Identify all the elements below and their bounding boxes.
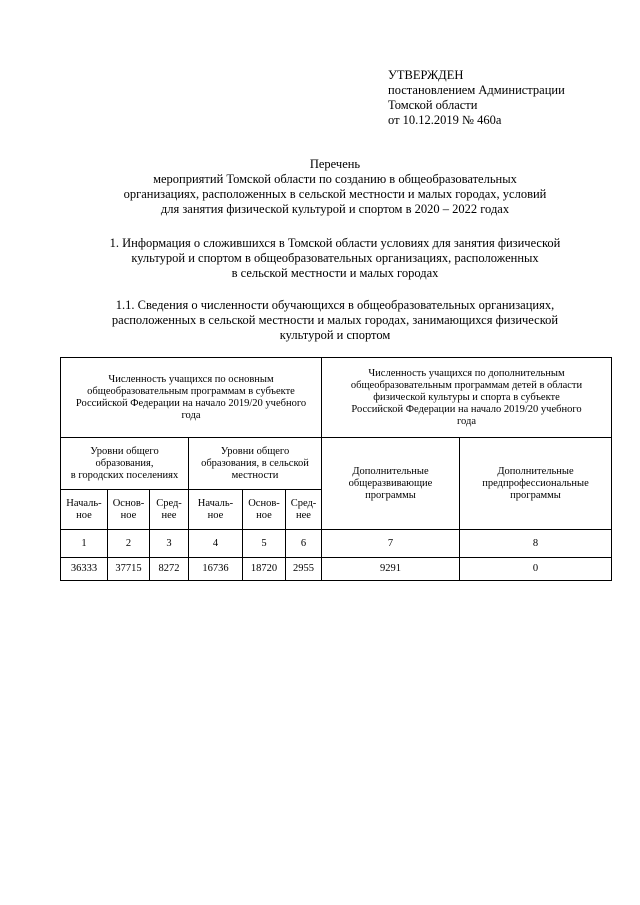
column-number: 1	[61, 530, 108, 558]
level-secondary-urban: Сред- нее	[150, 490, 189, 530]
level-primary-rural: Началь- ное	[189, 490, 243, 530]
column-number: 8	[460, 530, 612, 558]
rural-levels-header: Уровни общего образования, в сельской местности	[189, 438, 322, 490]
section-1-1-line: 1.1. Сведения о численности обучающихся в общеобразовательных организациях,	[115, 298, 555, 312]
approval-block	[388, 68, 565, 128]
value-cell: 0	[460, 558, 612, 581]
title-line: организациях, расположенных в сельской местности и малых городах, условий	[123, 187, 547, 201]
students-table	[60, 357, 612, 581]
value-cell: 16736	[189, 558, 243, 581]
approval-issuer: постановлением Администрации	[388, 83, 565, 97]
level-primary-urban: Началь- ное	[61, 490, 108, 530]
value-cell: 37715	[108, 558, 150, 581]
section-1-heading	[60, 236, 610, 281]
value-cell: 8272	[150, 558, 189, 581]
column-number: 3	[150, 530, 189, 558]
section-1-line: культурой и спортом в общеобразовательных организациях, расположенных	[131, 251, 539, 265]
column-number: 4	[189, 530, 243, 558]
approval-status: УТВЕРЖДЕН	[388, 68, 464, 82]
value-cell: 18720	[243, 558, 286, 581]
section-1-line: в сельской местности и малых городах	[231, 266, 439, 280]
value-cell: 2955	[286, 558, 322, 581]
document-title	[60, 157, 610, 217]
level-basic-urban: Основ- ное	[108, 490, 150, 530]
approval-date: от 10.12.2019 № 460а	[388, 113, 502, 127]
section-1-line: 1. Информация о сложившихся в Томской области условиях для занятия физической	[109, 236, 561, 250]
level-basic-rural: Основ- ное	[243, 490, 286, 530]
column-number: 7	[322, 530, 460, 558]
preprofessional-programs-header: Дополнительные предпрофессиональные программы	[460, 438, 612, 530]
section-1-1-line: расположенных в сельской местности и малых городах, занимающихся физической	[111, 313, 559, 327]
approval-region: Томской области	[388, 98, 478, 112]
value-cell: 9291	[322, 558, 460, 581]
section-1-1-heading	[60, 298, 610, 343]
additional-programs-header: Численность учащихся по дополнительным общеобразовательным программам детей в области физической культуры и спорта в субъекте Российской Федерации на начало 2019/20 учебного года	[322, 358, 612, 438]
title-line: для занятия физической культурой и спортом в 2020 – 2022 годах	[160, 202, 510, 216]
column-number: 6	[286, 530, 322, 558]
column-number: 5	[243, 530, 286, 558]
developmental-programs-header: Дополнительные общеразвивающие программы	[322, 438, 460, 530]
column-number: 2	[108, 530, 150, 558]
urban-levels-header: Уровни общего образования, в городских поселениях	[61, 438, 189, 490]
value-cell: 36333	[61, 558, 108, 581]
title-line: мероприятий Томской области по созданию в общеобразовательных	[153, 172, 517, 186]
section-1-1-line: культурой и спортом	[279, 328, 391, 342]
level-secondary-rural: Сред- нее	[286, 490, 322, 530]
main-programs-header: Численность учащихся по основным общеобразовательным программам в субъекте Российской Федерации на начало 2019/20 учебного года	[61, 358, 322, 438]
title-line: Перечень	[309, 157, 361, 171]
